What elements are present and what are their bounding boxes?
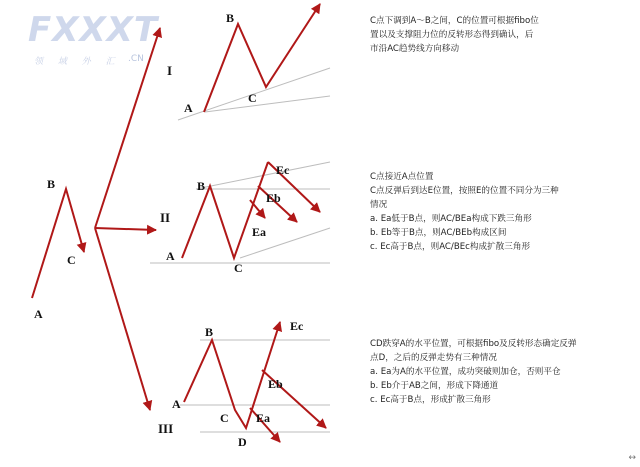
case-middle (150, 162, 330, 275)
label-mid-a: A (166, 249, 175, 263)
label-mid-b: B (197, 179, 206, 193)
label-mid-ec: Ec (276, 163, 290, 177)
case-iii-label: III (158, 421, 174, 436)
note-case-i (370, 14, 539, 56)
label-bot-a: A (172, 397, 181, 411)
label-mid-c: C (234, 261, 243, 275)
note-line: 置以及支撑阻力位的反转形态得到确认，后 (370, 30, 534, 40)
note-line: b. Eb等于B点，则AC/BEb构成区间 (370, 228, 507, 238)
case-top (178, 4, 330, 120)
note-line: C点下调到A～B之间，C的位置可根据fibo位 (370, 16, 539, 26)
case-bottom (172, 319, 330, 449)
note-line: CD跌穿A的水平位置，可根据fibo及反转形态确定反弹 (370, 339, 577, 349)
base-path (32, 189, 84, 298)
label-bot-d: D (238, 435, 247, 449)
case-ii-label: II (160, 210, 171, 225)
base-pattern (32, 189, 84, 298)
note-case-iii (370, 337, 577, 407)
note-line: b. Eb介于AB之间，形成下降通道 (370, 381, 499, 391)
note-line: a. Ea低于B点，则AC/BEa构成下跌三角形 (370, 214, 532, 224)
note-line: C点接近A点位置 (370, 172, 434, 182)
note-line: c. Ec高于B点，形成扩散三角形 (370, 395, 491, 405)
branch-arrow-up (95, 28, 160, 228)
label-bot-ea: Ea (256, 411, 271, 425)
note-line: c. Ec高于B点，则AC/BEc构成扩散三角形 (370, 242, 531, 252)
label-left-b: B (47, 177, 56, 191)
mid-path (182, 162, 268, 258)
logo-subtitle: 领 域 外 汇 (34, 57, 121, 67)
corner-mark: ↔ (628, 453, 636, 463)
branch-arrow-down (95, 228, 150, 410)
label-bot-c: C (220, 411, 229, 425)
label-top-a: A (184, 101, 193, 115)
label-left-c: C (67, 253, 76, 267)
case-i-label: I (167, 63, 173, 78)
label-bot-eb: Eb (268, 377, 283, 391)
label-top-c: C (248, 91, 257, 105)
logo-domain: .CN (128, 54, 144, 64)
label-left-a: A (34, 307, 43, 321)
note-line: a. Ea为A的水平位置，成功突破则加仓，否则平仓 (370, 367, 561, 377)
label-bot-b: B (205, 325, 214, 339)
logo-text: FXXXT (28, 10, 159, 50)
label-top-b: B (226, 11, 235, 25)
label-mid-ea: Ea (252, 225, 267, 239)
note-case-ii (370, 170, 559, 254)
note-line: 点D，之后的反弹走势有三种情况 (370, 353, 497, 363)
note-line: 市沿AC趋势线方向移动 (370, 44, 460, 54)
label-bot-ec: Ec (290, 319, 304, 333)
branch-arrow-right (95, 228, 156, 230)
note-line: C点反弹后到达E位置，按照E的位置不同分为三种 (370, 186, 559, 196)
note-line: 情况 (370, 200, 388, 210)
label-mid-eb: Eb (266, 191, 281, 205)
top-path (204, 4, 320, 112)
